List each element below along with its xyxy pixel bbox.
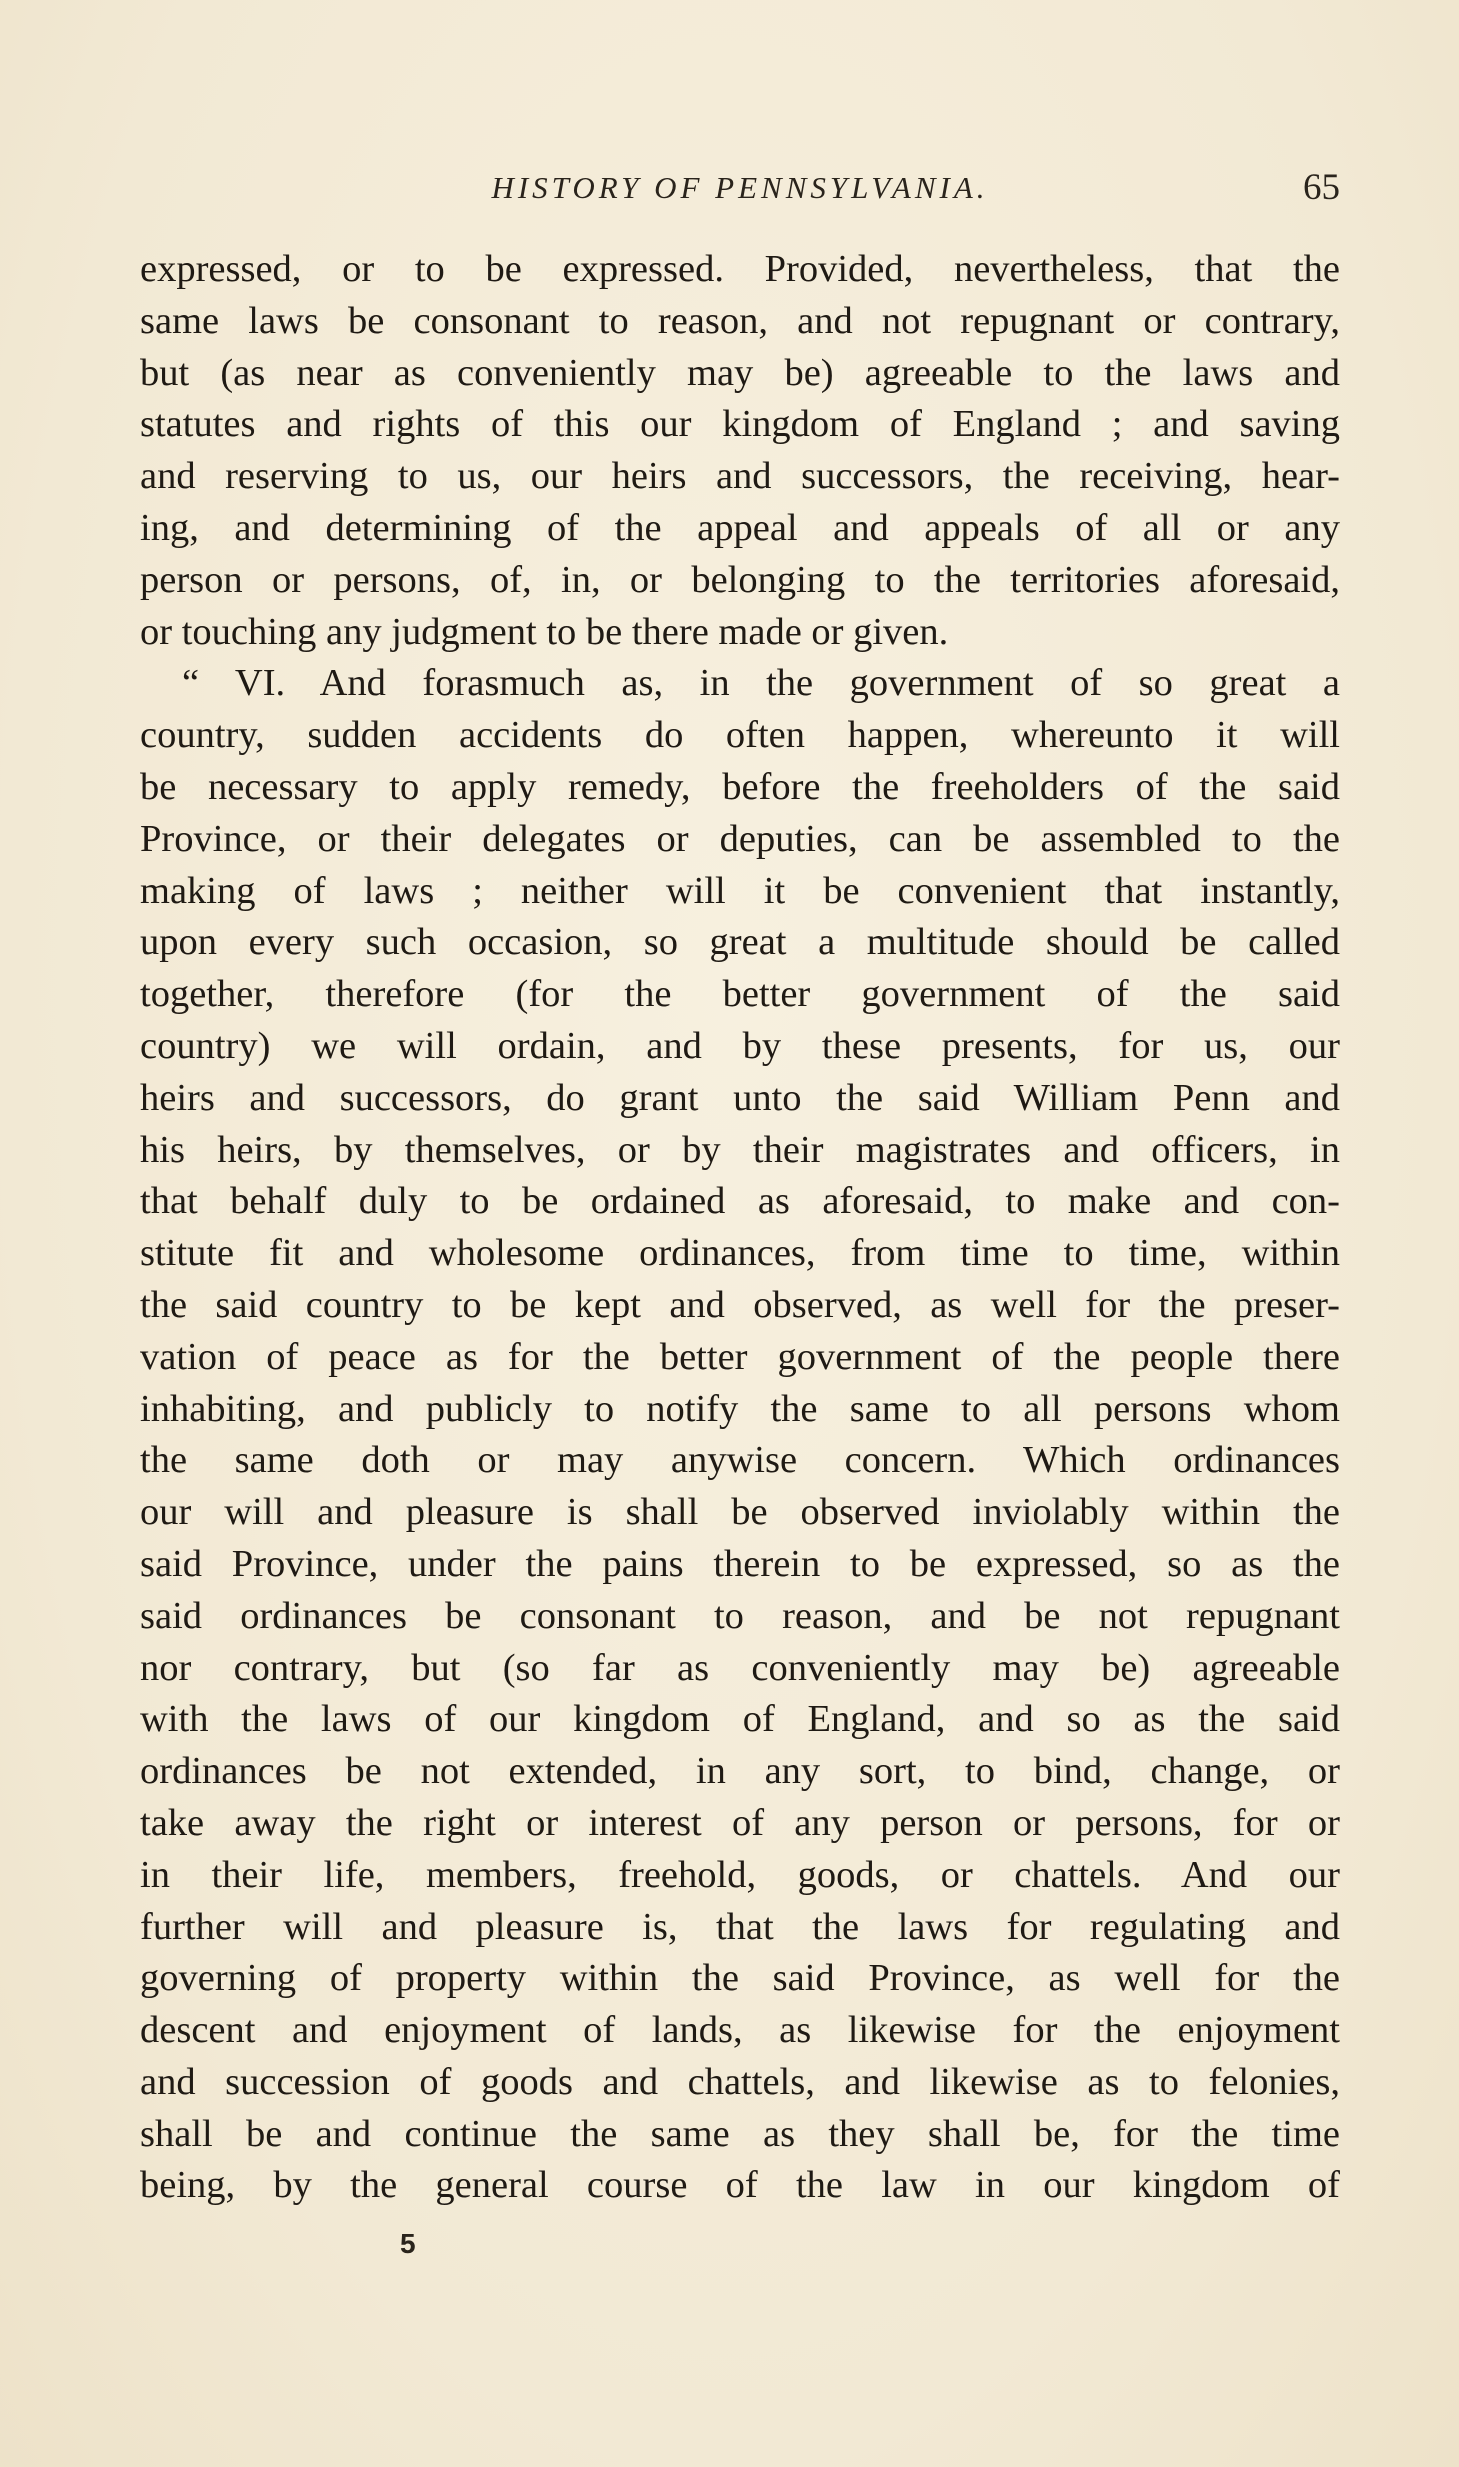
text-line: nor contrary, but (so far as conveniently may be) agreeable <box>140 1646 1340 1689</box>
text-line: with the laws of our kingdom of England, and so as the said <box>140 1698 1340 1741</box>
text-line: heirs and successors, do grant unto the said William Penn and <box>140 1076 1340 1119</box>
text-line: making of laws ; neither will it be convenient that instantly, <box>140 869 1340 912</box>
text-line: and succession of goods and chattels, and likewise as to felonies, <box>140 2060 1340 2103</box>
text-line: said Province, under the pains therein to be expressed, so as the <box>140 1542 1340 1585</box>
text-line: country, sudden accidents do often happen, whereunto it will <box>140 714 1340 757</box>
text-line: country) we will ordain, and by these presents, for us, our <box>140 1024 1340 1067</box>
running-title: HISTORY OF PENNSYLVANIA. <box>491 170 989 205</box>
text-line: the said country to be kept and observed, as well for the preser- <box>140 1283 1340 1326</box>
text-line: together, therefore (for the better government of the said <box>140 973 1340 1016</box>
text-line: descent and enjoyment of lands, as likewise for the enjoyment <box>140 2009 1340 2052</box>
text-line: ing, and determining of the appeal and appeals of all or any <box>140 506 1340 549</box>
text-line: in their life, members, freehold, goods, or chattels. And our <box>140 1853 1340 1896</box>
text-line: or touching any judgment to be there made or given. <box>140 610 949 653</box>
text-line: governing of property within the said Province, as well for the <box>140 1957 1340 2000</box>
text-line: Province, or their delegates or deputies, can be assembled to the <box>140 817 1340 860</box>
text-line: that behalf duly to be ordained as aforesaid, to make and con- <box>140 1180 1340 1223</box>
text-line: stitute fit and wholesome ordinances, from time to time, within <box>140 1232 1340 1275</box>
text-line: but (as near as conveniently may be) agreeable to the laws and <box>140 351 1340 394</box>
page-number: 65 <box>1303 167 1340 208</box>
text-line: same laws be consonant to reason, and not repugnant or contrary, <box>140 299 1340 342</box>
text-line: take away the right or interest of any person or persons, for or <box>140 1801 1340 1844</box>
text-line: vation of peace as for the better government of the people there <box>140 1335 1340 1378</box>
text-line: said ordinances be consonant to reason, and be not repugnant <box>140 1594 1340 1637</box>
text-line: be necessary to apply remedy, before the freeholders of the said <box>140 765 1340 808</box>
text-line: and reserving to us, our heirs and successors, the receiving, hear- <box>140 455 1340 498</box>
text-line: ordinances be not extended, in any sort, to bind, change, or <box>140 1750 1340 1793</box>
text-line: our will and pleasure is shall be observed inviolably within the <box>140 1491 1340 1534</box>
text-line: further will and pleasure is, that the laws for regulating and <box>140 1905 1340 1948</box>
text-line: person or persons, of, in, or belonging to the territories aforesaid, <box>140 558 1340 601</box>
text-line: “ VI. And forasmuch as, in the government of so great a <box>182 662 1340 705</box>
text-line: statutes and rights of this our kingdom of England ; and saving <box>140 403 1340 446</box>
text-line: inhabiting, and publicly to notify the same to all persons whom <box>140 1387 1340 1430</box>
text-line: shall be and continue the same as they shall be, for the time <box>140 2112 1340 2155</box>
signature-mark: 5 <box>400 2228 416 2259</box>
text-line: the same doth or may anywise concern. Which ordinances <box>140 1439 1340 1482</box>
running-head <box>140 166 1340 216</box>
text-line: his heirs, by themselves, or by their magistrates and officers, in <box>140 1128 1340 1171</box>
text-line: upon every such occasion, so great a multitude should be called <box>140 921 1340 964</box>
text-line: expressed, or to be expressed. Provided, nevertheless, that the <box>140 248 1340 290</box>
body-text <box>140 244 1340 2212</box>
text-line: being, by the general course of the law in our kingdom of <box>140 2164 1340 2207</box>
